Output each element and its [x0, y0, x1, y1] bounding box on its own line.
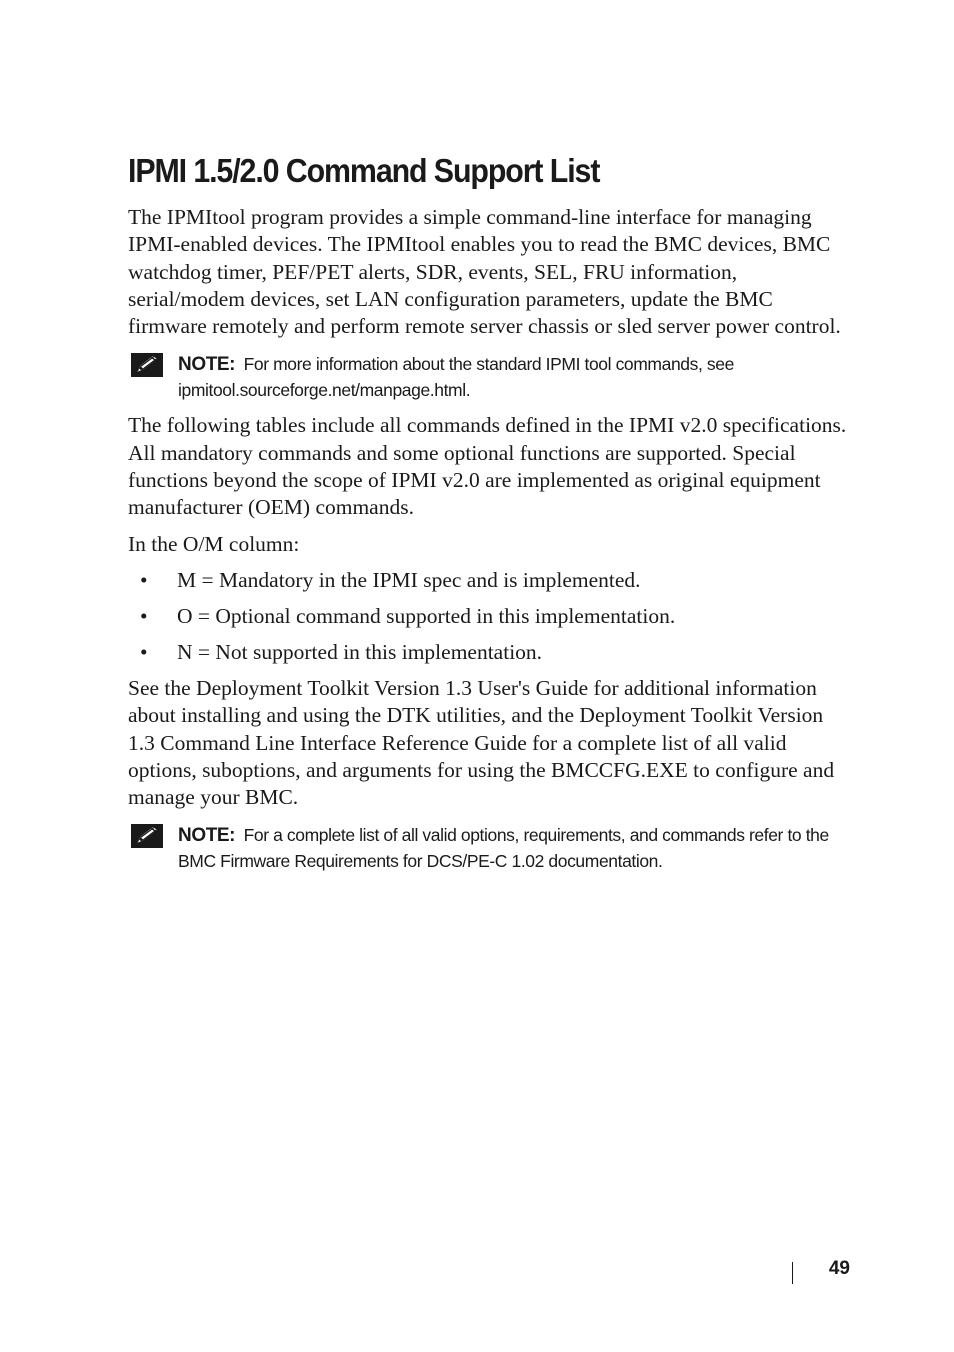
document-page [128, 150, 854, 883]
intro-paragraph: The IPMItool program provides a simple command-line interface for managing IPMI-enabled devices. The IPMItool enables you to read the BMC devices, BMC watchdog timer, PEF/PET alerts, SDR, events, SEL, FRU information, serial/modem devices, set LAN configuration parameters, update the BMC firmware remotely and perform remote server chassis or sled server power control. [128, 205, 841, 339]
note-text: For more information about the standard IPMI tool commands, see ipmitool.sourceforge.net/manpage.html. [178, 354, 734, 400]
note-bmc-firmware [128, 823, 854, 873]
page-number: 49 [828, 1258, 850, 1279]
pencil-note-icon [131, 353, 163, 377]
page-title: IPMI 1.5/2.0 Command Support List [128, 152, 600, 189]
om-column-intro: In the O/M column: [128, 531, 300, 556]
om-column-list [128, 567, 854, 666]
list-item: • M = Mandatory in the IPMI spec and is implemented. [128, 567, 854, 594]
deployment-paragraph: See the Deployment Toolkit Version 1.3 User's Guide for additional information about installing and using the DTK utilities, and the Deployment Toolkit Version 1.3 Command Line Interface Reference Guide for a complete list of all valid options, suboptions, and arguments for using the BMCCFG.EXE to configure and manage your BMC. [128, 675, 835, 810]
tables-paragraph: The following tables include all commands defined in the IPMI v2.0 specifications. All mandatory commands and some optional functions are supported. Special functions beyond the scope of IPMI v2.0 are implemented as original equipment manufacturer (OEM) commands. [128, 413, 847, 520]
note-label: NOTE: [178, 354, 236, 376]
note-ipmitool [128, 352, 854, 402]
page-footer [792, 1254, 850, 1284]
footer-divider [792, 1262, 793, 1284]
list-item: • N = Not supported in this implementation. [128, 639, 854, 666]
list-item: • O = Optional command supported in this implementation. [128, 603, 854, 630]
pencil-note-icon [131, 824, 163, 848]
note-label: NOTE: [178, 825, 236, 847]
note-text: For a complete list of all valid options, requirements, and commands refer to the BMC Firmware Requirements for DCS/PE-C 1.02 documentation. [178, 825, 829, 871]
